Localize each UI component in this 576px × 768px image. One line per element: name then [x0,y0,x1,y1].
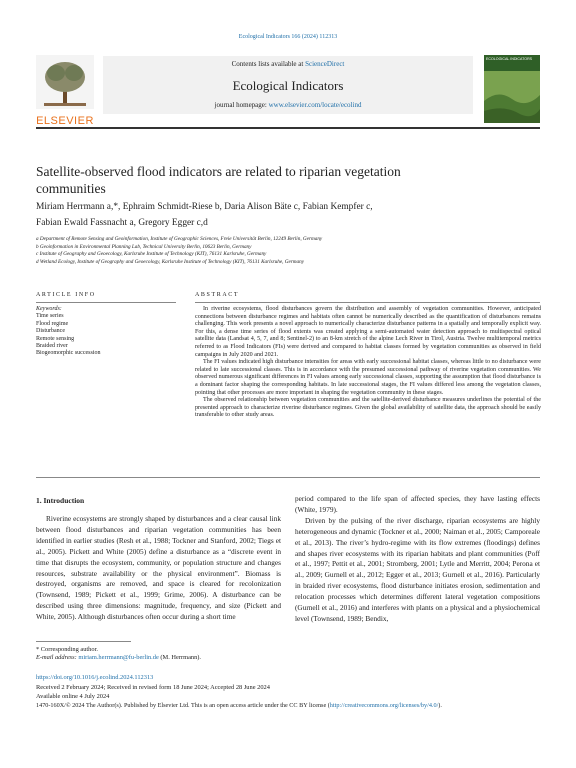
contents-prefix: Contents lists available at [231,60,306,68]
sciencedirect-link[interactable]: ScienceDirect [305,60,345,68]
homepage-prefix: journal homepage: [214,101,269,109]
abstract-paragraph: In riverine ecosystems, flood disturbances govern the distribution and assembly of vegetation communities. However, anticipated connections between disturbance regimes and habitats often cannot be numerically described as the quantification of disturbances remains challenging. This work presents a novel approach to numerically characterize disturbance patterns in a spatially and temporally explicit way. For this, a dense time series of flood extents was created applying a semi-automated water detection approach to multispectral optical satellite data (Landsat 4, 5, 7, and 8; Sentinel-2) to an 8-km stretch of the alpine Lech River in Tirol, Austria. Twelve multitemporal metrics referred to as Flood Indicators (FIs) were derived and compared to habitat classes formed by vegetation communities as observed in field campaigns in July 2020 and 2021. [195,306,541,358]
license-suffix: ). [438,702,442,709]
email-label: E-mail address: [36,654,79,661]
journal-citation[interactable]: Ecological Indicators 166 (2024) 112313 [238,34,338,40]
article-info-rule [36,302,176,303]
homepage-line [103,101,473,109]
received-dates: Received 2 February 2024; Received in revised form 18 June 2024; Accepted 28 June 2024 [36,684,270,691]
email-line [36,654,540,662]
intro-paragraph: period compared to the life span of affected species, they have lasting effects (White, 1979). [295,494,540,514]
author-list [36,199,516,231]
license-prefix: 1470-160X/© 2024 The Author(s). Published by Elsevier Ltd. This is an open access article under the CC BY license ( [36,702,330,709]
journal-cover [484,55,540,123]
abstract-end-rule [36,477,540,478]
keyword: Braided river [36,343,68,350]
header-rule [36,127,540,129]
affiliations [36,236,536,266]
keywords-label: Keywords: [36,306,62,312]
doi-link[interactable]: https://doi.org/10.1016/j.ecolind.2024.112313 [36,674,154,681]
contents-line [103,60,473,68]
authors-line-1: Miriam Herrmann a,*, Ephraim Schmidt-Riese b, Daria Alison Bäte c, Fabian Kempfer c, [36,202,373,212]
keyword: Remote sensing [36,335,75,342]
footnote-rule [36,641,131,642]
cover-title: ECOLOGICAL INDICATORS [486,57,533,61]
corresponding-author [36,646,540,662]
available-online: Available online 4 July 2024 [36,693,110,700]
affiliation: b Geoinformation in Environmental Planning Lab, Technical University Berlin, 10623 Berlin, Germany [36,243,252,250]
intro-paragraph: Riverine ecosystems are strongly shaped by disturbances and a clear causal link between flood disturbances and riparian vegetation communities has been identified in earlier studies (Resh et al., 1988; Tockner and Stanford, 2002; Tiegs et al., 2005). Pickett and White (2005) define a disturbance as a “discrete event in time that disrupts the ecosystem, community, or population structure and changes resources, substrate availability or the physical environment”. Biomass is destroyed, organisms are removed, and space is cleared for recolonization (Townsend, 1989; Pickett et al., 1999; Grime, 2006). A disturbance can be described using three dimensions: magnitude, frequency, and size (Pickett and White, 2005). Although disturbances often occur during a short time [36,514,281,622]
homepage-link[interactable]: www.elsevier.com/locate/ecolind [268,101,362,109]
article-info-heading: ARTICLE INFO [36,292,96,298]
intro-paragraph: Driven by the pulsing of the river discharge, riparian ecosystems are highly heterogeneous and dynamic (Tockner et al., 2000; Naiman et al., 2005; Camporeale et al., 2013). The river’s hydro-regime with its flow extremes (floodings) defines and shapes river ecosystems with its riparian habitats and plant communities (Poff et al., 1997; Pettit et al., 2001; Stromberg, 2001; Lytle and Merritt, 2004; Perona et al., 2009; Gurnell et al., 2012; Egger et al., 2013; Gurnell et al., 2016). Particularly in braided river ecosystems, flood disturbance initiates erosion, sedimentation and relocation processes which determines different lateral vegetation compositions (Gurnell et al., 2016) and interferes with plants on a physical and a physiochemical level (Townsend, 1989; Bendix, [295,515,540,623]
authors-line-2: Fabian Ewald Fassnacht a, Gregory Egger c,d [36,218,208,228]
journal-header [103,56,473,114]
cover-image [484,71,540,123]
publisher-name: ELSEVIER [36,115,94,127]
corresponding-note: * Corresponding author. [36,646,98,653]
elsevier-tree-icon [36,55,94,109]
article-title: Satellite-observed flood indicators are related to riparian vegetation communities [36,164,401,196]
elsevier-logo [36,55,94,127]
abstract-heading: ABSTRACT [195,292,240,298]
keyword: Time series [36,313,64,320]
keyword: Flood regime [36,320,69,327]
keyword: Biogeomorphic succession [36,350,101,357]
abstract-rule [195,302,540,303]
abstract-paragraph: The observed relationship between vegetation communities and the satellite-derived disturbance measures underlines the potential of the presented approach to characterize riverine disturbance regimes. Given the global availability of satellite data, the approach should be easily transferable to other study areas. [195,397,541,419]
email-link[interactable]: miriam.herrmann@fu-berlin.de [78,654,159,661]
affiliation: d Wetland Ecology, Institute of Geography and Geoecology, Karlsruhe Institute of Technology (KIT), 76131 Karlsruhe, Germany [36,258,305,265]
affiliation: c Institute of Geography and Geoecology, Karlsruhe Institute of Technology (KIT), 76131 Karlsruhe, Germany [36,251,267,258]
introduction-heading: 1. Introduction [36,496,85,505]
intro-column-right [295,494,540,625]
journal-name: Ecological Indicators [232,78,344,93]
abstract-paragraph: The FI values indicated high disturbance intensities for areas with early successional habitat classes, whereas little to no disturbance were related to late successional classes. This is in accordance with the presumed successional pathway of riverine vegetation communities. We observed numerous significant differences in FI values among early successional classes, supporting the assumption that flood disturbance is a dominant factor shaping the corresponding habitats. In late successional stages, the FI values differed less among the vegetation classes, pointing that other processes are more important in shaping the vegetation community in these stages. [195,359,541,396]
license-line [36,702,540,710]
license-link[interactable]: http://creativecommons.org/licenses/by/4.0/ [329,702,439,709]
affiliation: a Department of Remote Sensing and Geoinformation, Institute of Geographic Sciences, Freie Universität Berlin, 12249 Berlin, Germany [36,236,323,242]
keyword: Disturbance [36,328,65,335]
keywords [36,306,176,358]
email-suffix: (M. Herrmann). [158,654,202,661]
abstract-body [195,306,541,420]
intro-column-left [36,514,281,623]
